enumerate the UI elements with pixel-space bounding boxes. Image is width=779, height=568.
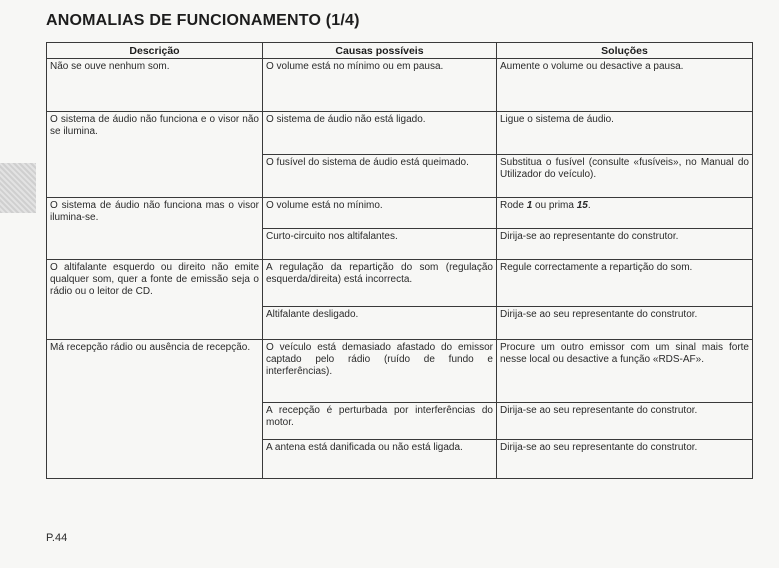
cause-cell: O volume está no mínimo.: [263, 198, 497, 229]
table-row: [47, 59, 753, 112]
solution-cell: Dirija-se ao seu representante do construtor.: [497, 403, 753, 440]
description-cell: O sistema de áudio não funciona mas o visor ilumina-se.: [47, 198, 263, 260]
table-row: [47, 112, 753, 155]
solution-cell: Substitua o fusível (consulte «fusíveis», no Manual do Utilizador do veículo).: [497, 155, 753, 198]
description-cell: O sistema de áudio não funciona e o visor não se ilumina.: [47, 112, 263, 198]
description-cell: Má recepção rádio ou ausência de recepção.: [47, 340, 263, 479]
solution-cell: Dirija-se ao seu representante do construtor.: [497, 307, 753, 340]
solution-cell: [497, 198, 753, 229]
description-cell: O altifalante esquerdo ou direito não emite qualquer som, quer a fonte de emissão seja o rádio ou o leitor de CD.: [47, 260, 263, 340]
cause-cell: Altifalante desligado.: [263, 307, 497, 340]
cause-cell: O fusível do sistema de áudio está queimado.: [263, 155, 497, 198]
solution-cell: Aumente o volume ou desactive a pausa.: [497, 59, 753, 112]
troubleshooting-table: [46, 42, 753, 479]
description-cell: Não se ouve nenhum som.: [47, 59, 263, 112]
section-tab: [0, 163, 36, 213]
solution-text: .: [587, 200, 591, 211]
key-label: 1: [526, 200, 533, 211]
column-header-description: Descrição: [47, 43, 263, 59]
cause-cell: Curto-circuito nos altifalantes.: [263, 229, 497, 260]
column-header-solutions: Soluções: [497, 43, 753, 59]
solution-cell: Dirija-se ao representante do construtor.: [497, 229, 753, 260]
solution-cell: Regule correctamente a repartição do som.: [497, 260, 753, 307]
solution-cell: Ligue o sistema de áudio.: [497, 112, 753, 155]
cause-cell: O veículo está demasiado afastado do emissor captado pelo rádio (ruído de fundo e interferências).: [263, 340, 497, 403]
key-label: 15: [576, 200, 588, 211]
solution-text: Rode: [500, 200, 527, 211]
solution-cell: Dirija-se ao seu representante do construtor.: [497, 440, 753, 479]
table-row: [47, 260, 753, 307]
table-header-row: [47, 43, 753, 59]
solution-text: ou prima: [532, 200, 577, 211]
table-row: [47, 340, 753, 403]
cause-cell: A recepção é perturbada por interferências do motor.: [263, 403, 497, 440]
column-header-causes: Causas possíveis: [263, 43, 497, 59]
cause-cell: O sistema de áudio não está ligado.: [263, 112, 497, 155]
cause-cell: O volume está no mínimo ou em pausa.: [263, 59, 497, 112]
cause-cell: A regulação da repartição do som (regulação esquerda/direita) está incorrecta.: [263, 260, 497, 307]
page-number: P.44: [46, 532, 68, 544]
cause-cell: A antena está danificada ou não está ligada.: [263, 440, 497, 479]
solution-cell: Procure um outro emissor com um sinal mais forte nesse local ou desactive a função «RDS-AF».: [497, 340, 753, 403]
table-row: [47, 198, 753, 229]
page-title: ANOMALIAS DE FUNCIONAMENTO (1/4): [46, 12, 360, 29]
